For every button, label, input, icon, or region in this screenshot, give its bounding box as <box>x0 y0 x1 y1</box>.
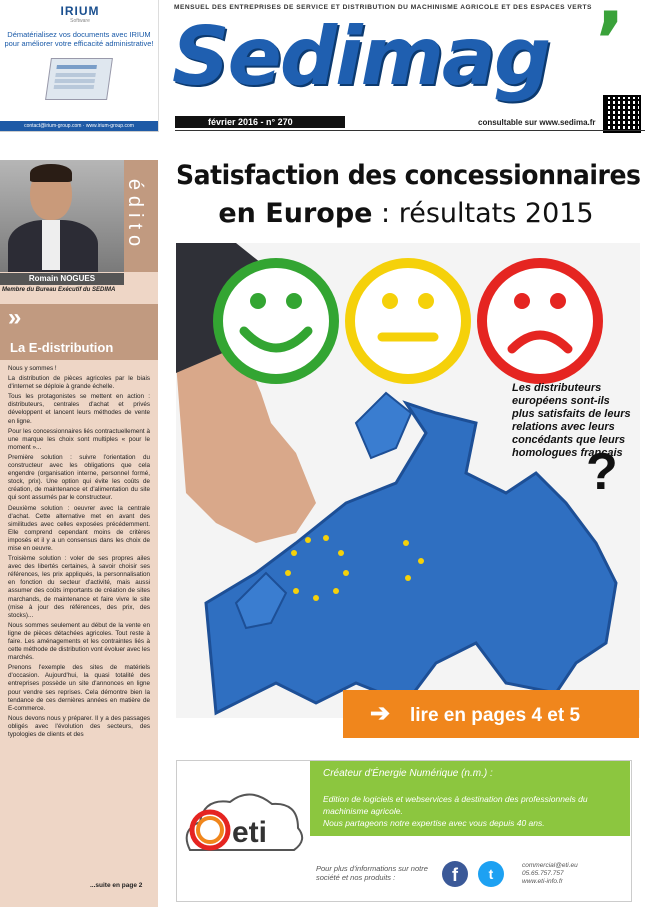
consult-online-link[interactable]: consultable sur www.sedima.fr <box>478 118 596 127</box>
twitter-icon[interactable]: t <box>478 861 504 887</box>
arrow-right-icon: ➔ <box>370 700 391 727</box>
eti-website[interactable]: www.eti-info.fr <box>522 878 563 885</box>
cover-headline-line1: Satisfaction des concessionnaires <box>176 160 641 191</box>
eti-phone: 05.65.757.757 <box>522 870 564 877</box>
eti-contact <box>522 862 578 886</box>
magazine-tagline: MENSUEL DES ENTREPRISES DE SERVICE ET DISTRIBUTION DU MACHINISME AGRICOLE ET DES ESPACES VERTS <box>174 4 592 11</box>
chevron-right-icon: » <box>8 304 22 331</box>
irium-ad-footer: contact@irium-group.com · www.irium-group.com <box>0 121 158 131</box>
continued-on-page-link[interactable]: ...suite en page 2 <box>90 882 143 889</box>
cover-illustration-svg <box>176 243 640 718</box>
edito-paragraph: Nous y sommes ! <box>8 365 57 372</box>
qr-code-icon[interactable] <box>603 95 641 133</box>
eti-description <box>323 793 623 829</box>
read-more-link[interactable]: lire en pages 4 et 5 <box>410 705 581 726</box>
edito-paragraph: Prenons l'exemple des sites de matériels d'occasion. Aujourd'hui, la quasi totalité des entreprises possède un site d'annonces en ligne pour vendre ses reprises. Cela démontre bien la tendance de ces dernières années en matière de E-commerce. <box>8 664 150 712</box>
eti-headline: Créateur d'Énergie Numérique (n.m.) : <box>323 768 493 779</box>
edito-paragraph: Nous sommes seulement au début de la vente en ligne de pièces détachées agricoles. Tout reste à faire. Les aménagements et les contraintes liés à cette méthode de distribution vont évoluer avec les marchés. <box>8 621 150 662</box>
issue-number: février 2016 - n° 270 <box>208 117 293 127</box>
header-divider <box>175 130 645 131</box>
sedimag-logo-apostrophe: ’ <box>595 0 626 88</box>
edito-paragraph: La distribution de pièces agricoles par le biais d'internet se déploie à grande échelle. <box>8 375 150 391</box>
edito-title: La E-distribution <box>10 340 114 355</box>
edito-paragraph: Première solution : suivre l'orientation du constructeur avec les obligations que cela engendre (organisation interne, personnel formé, stock, prix). Une option qui évite les coûts de création, de maintenance et d'alimentation du site qui sont assumés par le constructeur. <box>8 453 150 502</box>
irium-logo: IRIUM Software <box>60 4 100 24</box>
author-photo <box>0 160 124 272</box>
sedimag-logo: Sedimag <box>172 10 550 103</box>
cover-headline-line2: en Europe : résultats 2015 <box>218 198 594 229</box>
edito-paragraph: Troisième solution : voler de ses propres ailes avec des libertés certaines, à savoir choisir ses références, les prix appliqués, la personnalisation en fonction du secteur d'activité, mais aussi assumer des coûts importants de création de sites marchands, de maintenance et faire vivre le site (mise à jour des références, des prix, des stocks)... <box>8 555 150 619</box>
document-screen-image <box>45 58 113 100</box>
neutral-smiley-icon <box>350 263 466 379</box>
eti-description-line1: Edition de logiciels et webservices à destination des professionnels du machinisme agricole. <box>323 794 588 816</box>
eti-info-text: Pour plus d'informations sur notre société et nos produits : <box>316 864 428 882</box>
sad-smiley-icon <box>482 263 598 379</box>
author-name: Romain NOGUES <box>0 273 124 285</box>
eti-email[interactable]: commercial@eti.eu <box>522 862 578 869</box>
author-role: Membre du Bureau Exécutif du SEDIMA <box>2 287 116 293</box>
facebook-icon[interactable]: f <box>442 861 468 887</box>
happy-smiley-icon <box>218 263 334 379</box>
edito-body <box>8 365 150 741</box>
eti-logo-text: eti <box>232 816 268 849</box>
cover-illustration <box>176 243 640 718</box>
cover-question: Les distributeurs européens sont-ils plus satisfaits de leurs relations avec leurs concédants que leurs homologues français <box>512 382 631 459</box>
eti-logo <box>180 790 308 860</box>
edito-paragraph: Tous les protagonistes se mettent en action : distributeurs, centrales d'achat et privés développent et lancent leurs méthodes de vente en ligne. <box>8 393 150 425</box>
edito-vertical-label: édito <box>124 160 158 272</box>
question-mark: ? <box>586 443 618 501</box>
edito-paragraph: Pour les concessionnaires liés contractuellement à une marque les choix sont multiples « pour le moment »... <box>8 427 150 451</box>
irium-advertisement[interactable] <box>0 0 159 132</box>
irium-ad-text: Dématérialisez vos documents avec IRIUM pour améliorer votre efficacité administrative! <box>4 30 154 48</box>
edito-paragraph: Nous devons nous y préparer. Il y a des passages obligés avec l'évolution des secteurs, des typologies de clients et des <box>8 714 150 739</box>
eti-description-line2: Nous partageons notre expertise avec vous depuis 40 ans. <box>323 818 545 828</box>
edito-paragraph: Deuxième solution : oeuvrer avec la centrale d'achat. Cette alternative met en avant des similitudes avec celles exposées précédemment. Elle comprend cependant moins de critères imposés et il y a un consensus dans les choix de mise en oeuvre. <box>8 504 150 552</box>
